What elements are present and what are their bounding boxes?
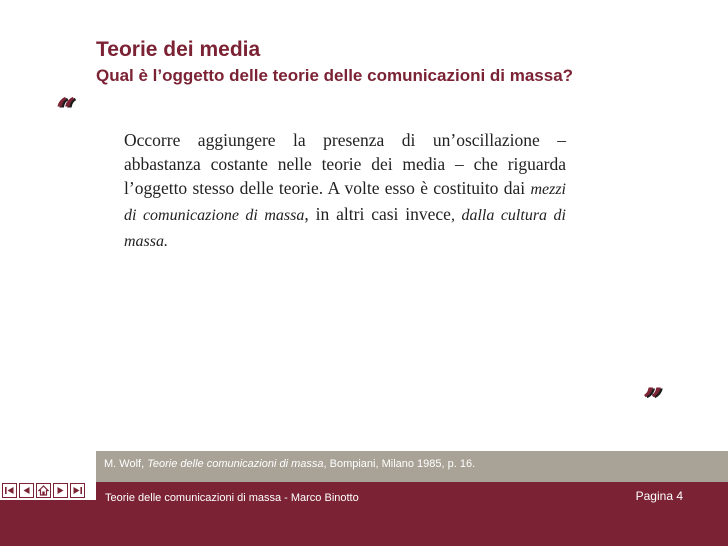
last-page-icon xyxy=(72,485,83,496)
first-page-icon xyxy=(4,485,15,496)
home-button[interactable] xyxy=(36,483,51,498)
citation-details: , Bompiani, Milano 1985, p. 16. xyxy=(323,458,476,470)
citation-author: M. Wolf, xyxy=(104,458,148,470)
open-quote-icon: “ xyxy=(56,91,76,131)
citation-bar xyxy=(96,451,728,482)
close-quote-icon: ” xyxy=(643,381,663,421)
quote-emphasis-mezzi: mezzi di comunicazione di massa xyxy=(124,181,566,224)
quote-emphasis-cultura: , dalla cultura di massa. xyxy=(124,207,566,250)
slide-navigation xyxy=(2,483,85,498)
citation-work: Teorie delle comunicazioni di massa xyxy=(147,458,324,470)
quote-body xyxy=(124,128,566,254)
home-icon xyxy=(38,485,49,496)
footer-left-strip xyxy=(0,500,96,546)
footer-course-author: Teorie delle comunicazioni di massa - Marco Binotto xyxy=(105,492,359,504)
quote-text-part2: , in altri casi invece xyxy=(304,204,451,224)
previous-page-button[interactable] xyxy=(19,483,34,498)
quote-text-part1: Occorre aggiungere la presenza di un’oscillazione – abbastanza costante nelle teorie dei media – che riguarda l’oggetto stesso delle teorie. A volte esso è costituito dai xyxy=(124,130,566,198)
slide-subtitle: Qual è l’oggetto delle teorie delle comunicazioni di massa? xyxy=(96,66,574,85)
footer-bar xyxy=(96,482,728,546)
page-number: Pagina 4 xyxy=(635,489,683,503)
slide-title: Teorie dei media xyxy=(96,38,261,61)
last-page-button[interactable] xyxy=(70,483,85,498)
next-page-button[interactable] xyxy=(53,483,68,498)
first-page-button[interactable] xyxy=(2,483,17,498)
next-page-icon xyxy=(55,485,66,496)
previous-page-icon xyxy=(21,485,32,496)
citation xyxy=(104,458,475,470)
